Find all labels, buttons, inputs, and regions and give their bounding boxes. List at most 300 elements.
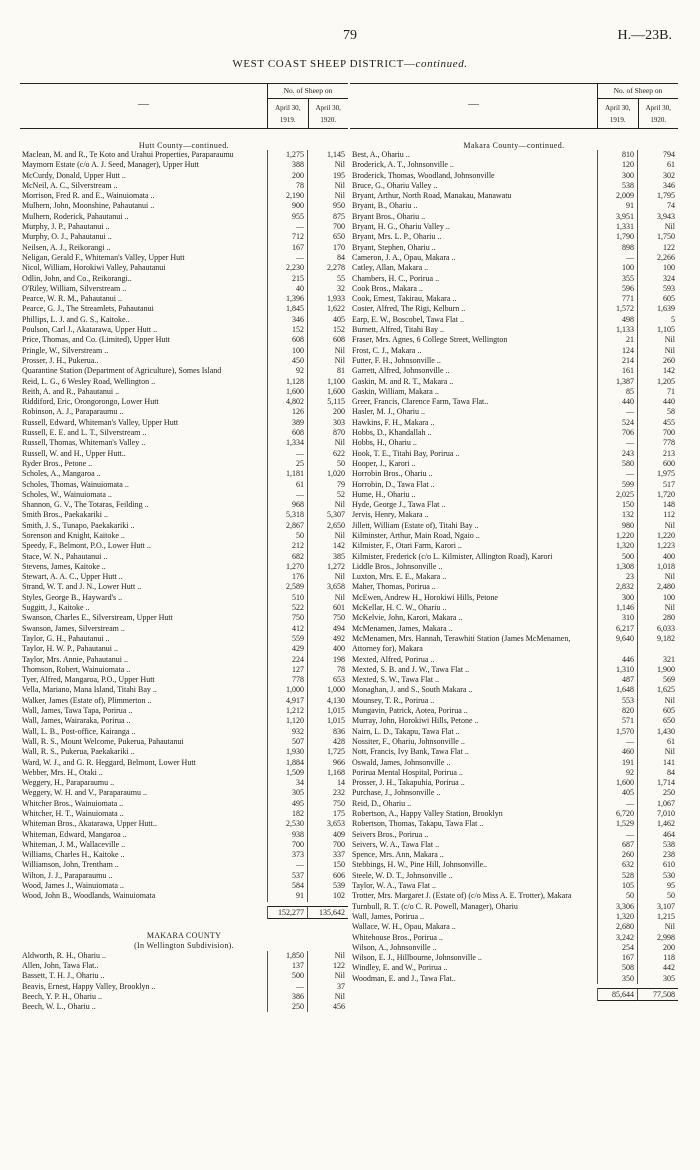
page-title — [0, 58, 700, 70]
sheep-1919: 132 — [598, 510, 638, 520]
table-row — [20, 603, 348, 613]
sheep-1919: 510 — [268, 593, 308, 603]
owner-name: Wall, R. S., Pukerua, Paekakariki .. — [20, 747, 268, 757]
sheep-1919: 373 — [268, 850, 308, 860]
owner-name: Kilmister, Frederick (c/o L. Kilmister, Allington Road), Karori — [350, 552, 598, 562]
sheep-1920: Nil — [664, 603, 675, 613]
sheep-1919: 495 — [268, 799, 308, 809]
sheep-1920: 442 — [663, 963, 675, 973]
sheep-1920: 150 — [333, 860, 345, 870]
sheep-1919: 3,951 — [598, 212, 638, 222]
sheep-1920: 440 — [663, 397, 675, 407]
county-heading: MAKARA COUNTY — [146, 930, 222, 940]
sheep-1919: 450 — [268, 356, 308, 366]
table-row — [20, 459, 348, 469]
sheep-1920: 650 — [333, 232, 345, 242]
sheep-1919: 2,009 — [598, 191, 638, 201]
sheep-1919: — — [598, 799, 638, 809]
sheep-1920: 1,018 — [657, 561, 675, 571]
owner-name: Hooper, J., Karori .. — [350, 459, 598, 469]
sheep-1919: 706 — [598, 428, 638, 438]
owner-name: Phillips, L. J. and G. S., Kaitoke.. — [20, 315, 268, 325]
table-row — [20, 480, 348, 490]
sheep-1920: 409 — [333, 829, 345, 839]
sheep-1920: 14 — [337, 778, 345, 788]
sheep-1919: 1,320 — [598, 912, 638, 922]
owner-name: Horrobin, D., Tawa Flat .. — [350, 480, 598, 490]
sheep-1919: 167 — [598, 953, 638, 963]
sheep-1920: 517 — [663, 479, 675, 489]
owner-name: McNeil, A. C., Silverstream .. — [20, 181, 268, 191]
sheep-1920: 2,480 — [657, 582, 675, 592]
owner-name: Cook, Ernest, Takirau, Makara .. — [350, 294, 598, 304]
sheep-1919: 120 — [598, 160, 638, 170]
sheep-1920: 79 — [337, 479, 345, 489]
owner-name: Frost, C. J., Makara .. — [350, 346, 598, 356]
owner-name: Beech, W. L., Ohariu .. — [20, 1002, 268, 1012]
page-number: 79 — [343, 28, 357, 43]
owner-name: Luxton, Mrs. E. E., Makara .. — [350, 572, 598, 582]
sheep-1919: 243 — [598, 449, 638, 459]
sheep-1920: Nil — [334, 572, 345, 582]
owner-name: Stevens, James, Kaitoke .. — [20, 562, 268, 572]
sheep-1920: 385 — [333, 551, 345, 561]
table-row — [20, 696, 348, 706]
table-row — [350, 871, 678, 881]
owner-name: Ward, W. J., and G. R. Heggard, Belmont, Lower Hutt — [20, 758, 268, 768]
owner-name: Bassett, T. H. J., Ohariu .. — [20, 971, 268, 981]
sheep-1919: 2,025 — [598, 490, 638, 500]
sheep-1919: 23 — [598, 572, 638, 582]
sheep-1920: Nil — [664, 747, 675, 757]
owner-name: McKellar, H. C. W., Ohariu .. — [350, 603, 598, 613]
sheep-1919: 100 — [268, 346, 308, 356]
table-row — [350, 171, 678, 181]
table-row — [350, 232, 678, 242]
table-row — [20, 961, 348, 971]
sheep-1919: 900 — [268, 201, 308, 211]
owner-name: Mexted, Alfred, Porirua .. — [350, 655, 598, 665]
table-row — [350, 407, 678, 417]
sheep-1919: 1,600 — [598, 778, 638, 788]
sheep-1919: 215 — [268, 274, 308, 284]
sheep-1920: 3,653 — [327, 819, 345, 829]
owner-name: Whiteman, J. M., Wallaceville .. — [20, 840, 268, 850]
owner-name: Maymorn Estate (c/o A. J. Seed, Manager), Upper Hutt — [20, 160, 268, 170]
sheep-1919: 386 — [268, 992, 308, 1002]
sheep-1920: 1,462 — [657, 819, 675, 829]
table-row — [20, 469, 348, 479]
table-header — [350, 83, 678, 129]
title-continued: continued. — [415, 58, 468, 70]
owner-name: Reid, D., Ohariu .. — [350, 799, 598, 809]
table-row — [20, 644, 348, 654]
owner-name: Greer, Francis, Clarence Farm, Tawa Flat.. — [350, 397, 598, 407]
table-row — [20, 243, 348, 253]
owner-name: Hobbs, D., Khandallah .. — [350, 428, 598, 438]
sheep-1919: 608 — [268, 428, 308, 438]
owner-name: Russell, Edward, Whiteman's Valley, Upper Hutt — [20, 418, 268, 428]
table-row — [20, 315, 348, 325]
table-row — [350, 706, 678, 716]
owner-name: Walker, James (Estate of), Plimmerton .. — [20, 696, 268, 706]
sheep-1919: 1,146 — [598, 603, 638, 613]
table-row — [350, 727, 678, 737]
table-row — [350, 593, 678, 603]
sheep-1919: 1,790 — [598, 232, 638, 242]
owner-name: Murphy, J. P., Pahautanui .. — [20, 222, 268, 232]
sheep-1920: 608 — [333, 335, 345, 345]
sheep-1919: 1,308 — [598, 562, 638, 572]
sheep-1920: 700 — [663, 428, 675, 438]
table-row — [20, 982, 348, 992]
owner-name: Bruce, G., Ohariu Valley .. — [350, 181, 598, 191]
sheep-1919: 85 — [598, 387, 638, 397]
table-row — [20, 840, 348, 850]
owner-name: Mexted, S. W., Tawa Flat .. — [350, 675, 598, 685]
sheep-1920: 100 — [663, 263, 675, 273]
owner-name: Russell, W. and H., Upper Hutt.. — [20, 449, 268, 459]
sheep-1919: 1,128 — [268, 377, 308, 387]
sheep-1920: 238 — [663, 850, 675, 860]
owner-name: Wall, James, Porirua .. — [350, 912, 598, 922]
sheep-1919: 182 — [268, 809, 308, 819]
owner-name: Bryant, Arthur, North Road, Manakau, Manawatu — [350, 191, 598, 201]
section-heading: Makara County—continued. — [463, 141, 565, 150]
table-row — [350, 304, 678, 314]
table-row — [20, 992, 348, 1002]
sheep-1919: — — [598, 438, 638, 448]
owner-name: Fraser, Mrs. Agnes, 6 College Street, Wellington — [350, 335, 598, 345]
table-row — [350, 603, 678, 613]
table-row — [350, 428, 678, 438]
sheep-1919: 152 — [268, 325, 308, 335]
sheep-1920: 1,714 — [657, 778, 675, 788]
sheep-1919: — — [598, 737, 638, 747]
sheep-1919: 498 — [598, 315, 638, 325]
table-row — [350, 613, 678, 623]
sheep-1920: 2,278 — [327, 263, 345, 273]
sheep-1919: 1,529 — [598, 819, 638, 829]
sheep-1919: 127 — [268, 665, 308, 675]
sheep-1920: 650 — [663, 716, 675, 726]
table-row — [350, 922, 678, 932]
table-row — [20, 819, 348, 829]
sheep-1920: 61 — [667, 736, 675, 746]
sheep-1919: 1,850 — [268, 951, 308, 961]
sheep-1920: 400 — [333, 644, 345, 654]
owner-name: Stebbings, H. W., Pine Hill, Johnsonville.. — [350, 860, 598, 870]
owner-name: Wall, James, Tawa Tapa, Porirua .. — [20, 706, 268, 716]
table-row — [20, 737, 348, 747]
sheep-1920: 305 — [663, 973, 675, 983]
owner-name: Reith, A. and R., Pahautanui .. — [20, 387, 268, 397]
sheep-1920: 600 — [663, 458, 675, 468]
owner-name: Styles, George B., Hayward's .. — [20, 593, 268, 603]
sheep-1920: 966 — [333, 757, 345, 767]
table-row — [20, 222, 348, 232]
owner-name: Bryant, Stephen, Ohariu .. — [350, 243, 598, 253]
sheep-1920: Nil — [334, 438, 345, 448]
table-row — [350, 294, 678, 304]
owner-name: Horrobin Bros., Ohariu .. — [350, 469, 598, 479]
owner-name: Vella, Mariano, Mana Island, Titahi Bay .. — [20, 685, 268, 695]
sheep-1920: 4,130 — [327, 695, 345, 705]
table-row — [20, 438, 348, 448]
table-row — [350, 510, 678, 520]
sheep-1919: 1,648 — [598, 685, 638, 695]
sheep-1920: 122 — [663, 242, 675, 252]
sheep-1920: 400 — [663, 551, 675, 561]
table-row — [350, 480, 678, 490]
sheep-1919: 955 — [268, 212, 308, 222]
table-row — [350, 263, 678, 273]
table-row — [350, 243, 678, 253]
owner-name: Taylor, Mrs. Annie, Pahautanui .. — [20, 655, 268, 665]
table-row — [350, 222, 678, 232]
owner-name: Robertson, Thomas, Takapu, Tawa Flat .. — [350, 819, 598, 829]
sheep-1919: 1,181 — [268, 469, 308, 479]
owner-name: Turnbull, R. T. (c/o C. R. Powell, Manager), Ohariu — [350, 902, 598, 912]
sheep-1920: 5,307 — [327, 510, 345, 520]
sheep-1919: — — [598, 407, 638, 417]
table-row — [350, 933, 678, 943]
owner-name: Neligan, Gerald F., Whiteman's Valley, Upper Hutt — [20, 253, 268, 263]
table-row — [20, 951, 348, 961]
sheep-1920: 122 — [333, 960, 345, 970]
table-row — [20, 531, 348, 541]
header-year-1919: April 30, 1919. — [268, 99, 309, 128]
sheep-1920: 428 — [333, 736, 345, 746]
sheep-1920: 2,266 — [657, 252, 675, 262]
owner-name: Maher, Thomas, Porirua .. — [350, 582, 598, 592]
header-year-1919: April 30, 1919. — [598, 99, 639, 128]
sheep-1920: 61 — [667, 160, 675, 170]
sheep-1919: 355 — [598, 274, 638, 284]
table-row — [20, 510, 348, 520]
sheep-1920: 1,015 — [327, 706, 345, 716]
sheep-1920: 1,223 — [657, 541, 675, 551]
sheep-1920: 1,639 — [657, 304, 675, 314]
sheep-1920: 1,975 — [657, 469, 675, 479]
sheep-1920: Nil — [664, 922, 675, 932]
sheep-1919: 1,396 — [268, 294, 308, 304]
sheep-1920: 3,943 — [657, 211, 675, 221]
sheep-1920: 303 — [333, 417, 345, 427]
sheep-1920: 1,015 — [327, 716, 345, 726]
sheep-1919: 460 — [598, 747, 638, 757]
table-row — [350, 830, 678, 840]
sheep-1920: 74 — [667, 201, 675, 211]
sheep-1919: 161 — [598, 366, 638, 376]
sheep-1919: 1,000 — [268, 685, 308, 695]
table-row — [350, 284, 678, 294]
sheep-1919: — — [598, 253, 638, 263]
owner-name: McEwen, Andrew H., Horokiwi Hills, Petone — [350, 593, 598, 603]
sheep-1919: 405 — [598, 788, 638, 798]
table-row — [350, 521, 678, 531]
sheep-1920: 778 — [663, 438, 675, 448]
owner-name: Seivers, W. A., Tawa Flat .. — [350, 840, 598, 850]
sheep-1920: 321 — [663, 654, 675, 664]
sheep-1920: 50 — [667, 891, 675, 901]
sheep-1919: 310 — [598, 613, 638, 623]
table-row — [350, 850, 678, 860]
sheep-1919: 682 — [268, 552, 308, 562]
owner-name: Best, A., Ohariu .. — [350, 150, 598, 160]
sheep-1920: 5,115 — [327, 397, 345, 407]
section-heading: Hutt County—continued. — [138, 141, 230, 150]
sheep-1920: 71 — [667, 386, 675, 396]
owner-name: Swanson, Charles E., Silverstream, Upper Hutt — [20, 613, 268, 623]
total-1919: 85,644 — [598, 988, 638, 1001]
sheep-1920: 610 — [663, 860, 675, 870]
sheep-1919: 1,845 — [268, 304, 308, 314]
sheep-1919: — — [268, 253, 308, 263]
owner-name: Wood, James J., Wainuiomata .. — [20, 881, 268, 891]
sheep-1919: 300 — [598, 171, 638, 181]
sheep-1920: 198 — [333, 654, 345, 664]
sheep-1919: — — [268, 490, 308, 500]
table-row — [350, 572, 678, 582]
right-rows — [350, 150, 678, 984]
sheep-1920: 260 — [663, 355, 675, 365]
table-row — [350, 438, 678, 448]
table-row — [350, 758, 678, 768]
sheep-1920: 232 — [333, 788, 345, 798]
table-row — [350, 881, 678, 891]
table-row — [20, 232, 348, 242]
sheep-1919: 608 — [268, 335, 308, 345]
sheep-1919: 137 — [268, 961, 308, 971]
sheep-1920: 2,998 — [657, 932, 675, 942]
owner-name: Kilminster, Arthur, Main Road, Ngaio .. — [350, 531, 598, 541]
owner-name: Wilson, E. J., Hillbourne, Johnsonville .. — [350, 953, 598, 963]
sheep-1919: 2,680 — [598, 922, 638, 932]
sheep-1919: 980 — [598, 521, 638, 531]
table-row — [20, 850, 348, 860]
table-row — [350, 377, 678, 387]
owner-name: Stace, W. N., Pahautanui .. — [20, 552, 268, 562]
table-row — [350, 675, 678, 685]
sheep-1920: 1,205 — [657, 376, 675, 386]
table-row — [20, 274, 348, 284]
table-row — [20, 428, 348, 438]
sheep-1920: 170 — [333, 242, 345, 252]
sheep-1919: 1,220 — [598, 531, 638, 541]
left-table — [20, 83, 348, 1012]
sheep-1920: Nil — [664, 572, 675, 582]
owner-name: Whiteman, Edward, Mangaroa .. — [20, 830, 268, 840]
sheep-1919: 968 — [268, 500, 308, 510]
sheep-1920: 1,168 — [327, 767, 345, 777]
table-row — [350, 685, 678, 695]
table-row — [20, 758, 348, 768]
sheep-1920: Nil — [334, 191, 345, 201]
sheep-1919: 500 — [268, 971, 308, 981]
table-row — [20, 891, 348, 901]
sheep-1920: 455 — [663, 417, 675, 427]
owner-name: O'Riley, William, Silverstream .. — [20, 284, 268, 294]
sheep-1920: 794 — [663, 150, 675, 159]
sheep-1919: 500 — [598, 552, 638, 562]
total-1919: 152,277 — [268, 906, 308, 919]
table-row — [350, 624, 678, 634]
table-row — [350, 469, 678, 479]
table-row — [350, 840, 678, 850]
table-row — [350, 418, 678, 428]
owner-name: Murray, John, Horokiwi Hills, Petone .. — [350, 716, 598, 726]
sheep-1920: 142 — [333, 541, 345, 551]
sheep-1920: Nil — [664, 695, 675, 705]
sheep-1920: 750 — [333, 613, 345, 623]
owner-name: Hasler, M. J., Ohariu .. — [350, 407, 598, 417]
sheep-1919: 2,832 — [598, 582, 638, 592]
table-row — [350, 912, 678, 922]
owner-name: Windley, E. and W., Porirua .. — [350, 963, 598, 973]
sheep-1920: 622 — [333, 448, 345, 458]
sheep-1919: 778 — [268, 675, 308, 685]
owner-name: Wilton, J. J., Paraparaumu .. — [20, 871, 268, 881]
sheep-1919: 1,270 — [268, 562, 308, 572]
sheep-1919: 78 — [268, 181, 308, 191]
sheep-1919: 34 — [268, 778, 308, 788]
table-row — [20, 706, 348, 716]
owner-name: Broderick, A. T., Johnsonville .. — [350, 160, 598, 170]
sheep-1920: Nil — [334, 530, 345, 540]
sheep-1919: 1,133 — [598, 325, 638, 335]
header-year-1920: April 30, 1920. — [645, 104, 671, 124]
table-row — [20, 407, 348, 417]
sheep-1919: 553 — [598, 696, 638, 706]
sheep-1919: 4,802 — [268, 397, 308, 407]
owner-name: McMenamen, Mrs. Hannah, Terawhiti Station (James McMenamen, Attorney for), Makara — [350, 634, 598, 655]
table-row — [350, 634, 678, 655]
table-header — [20, 83, 348, 129]
sheep-1919: 214 — [598, 356, 638, 366]
sheep-1919: 1,600 — [268, 387, 308, 397]
sheep-1920: 50 — [337, 458, 345, 468]
sheep-1919: 1,387 — [598, 377, 638, 387]
header-year-1920: April 30, 1920. — [315, 104, 341, 124]
total-1920: 77,508 — [638, 988, 678, 1001]
table-row — [350, 696, 678, 706]
owner-name: Garrett, Alfred, Johnsonville .. — [350, 366, 598, 376]
sheep-1920: 2,650 — [327, 520, 345, 530]
table-row — [350, 860, 678, 870]
sheep-1919: 508 — [598, 963, 638, 973]
table-row — [20, 366, 348, 376]
owner-name: Seivers Bros., Porirua .. — [350, 830, 598, 840]
owner-name: Williams, Charles H., Kaitoke .. — [20, 850, 268, 860]
sheep-1920: 1,933 — [327, 294, 345, 304]
table-row — [20, 325, 348, 335]
owner-name: Beech, Y. P. H., Ohariu .. — [20, 992, 268, 1002]
sheep-1919: 126 — [268, 407, 308, 417]
owner-name: Mulhern, John, Moonshine, Pahautanui .. — [20, 201, 268, 211]
owner-name: Russell, Thomas, Whiteman's Valley .. — [20, 438, 268, 448]
sheep-1920: 700 — [333, 839, 345, 849]
table-row — [20, 788, 348, 798]
owner-name: Gaskin, William, Makara .. — [350, 387, 598, 397]
table-row — [350, 891, 678, 901]
owner-name: Wood, John B., Woodlands, Wainuiomata — [20, 891, 268, 901]
sheep-1919: 6,217 — [598, 624, 638, 634]
owner-name: Riddiford, Eric, Orongorongo, Lower Hutt — [20, 397, 268, 407]
sheep-1919: 1,570 — [598, 727, 638, 737]
sheep-1920: 1,100 — [327, 376, 345, 386]
owner-name: Webber, Mrs. H., Otaki .. — [20, 768, 268, 778]
